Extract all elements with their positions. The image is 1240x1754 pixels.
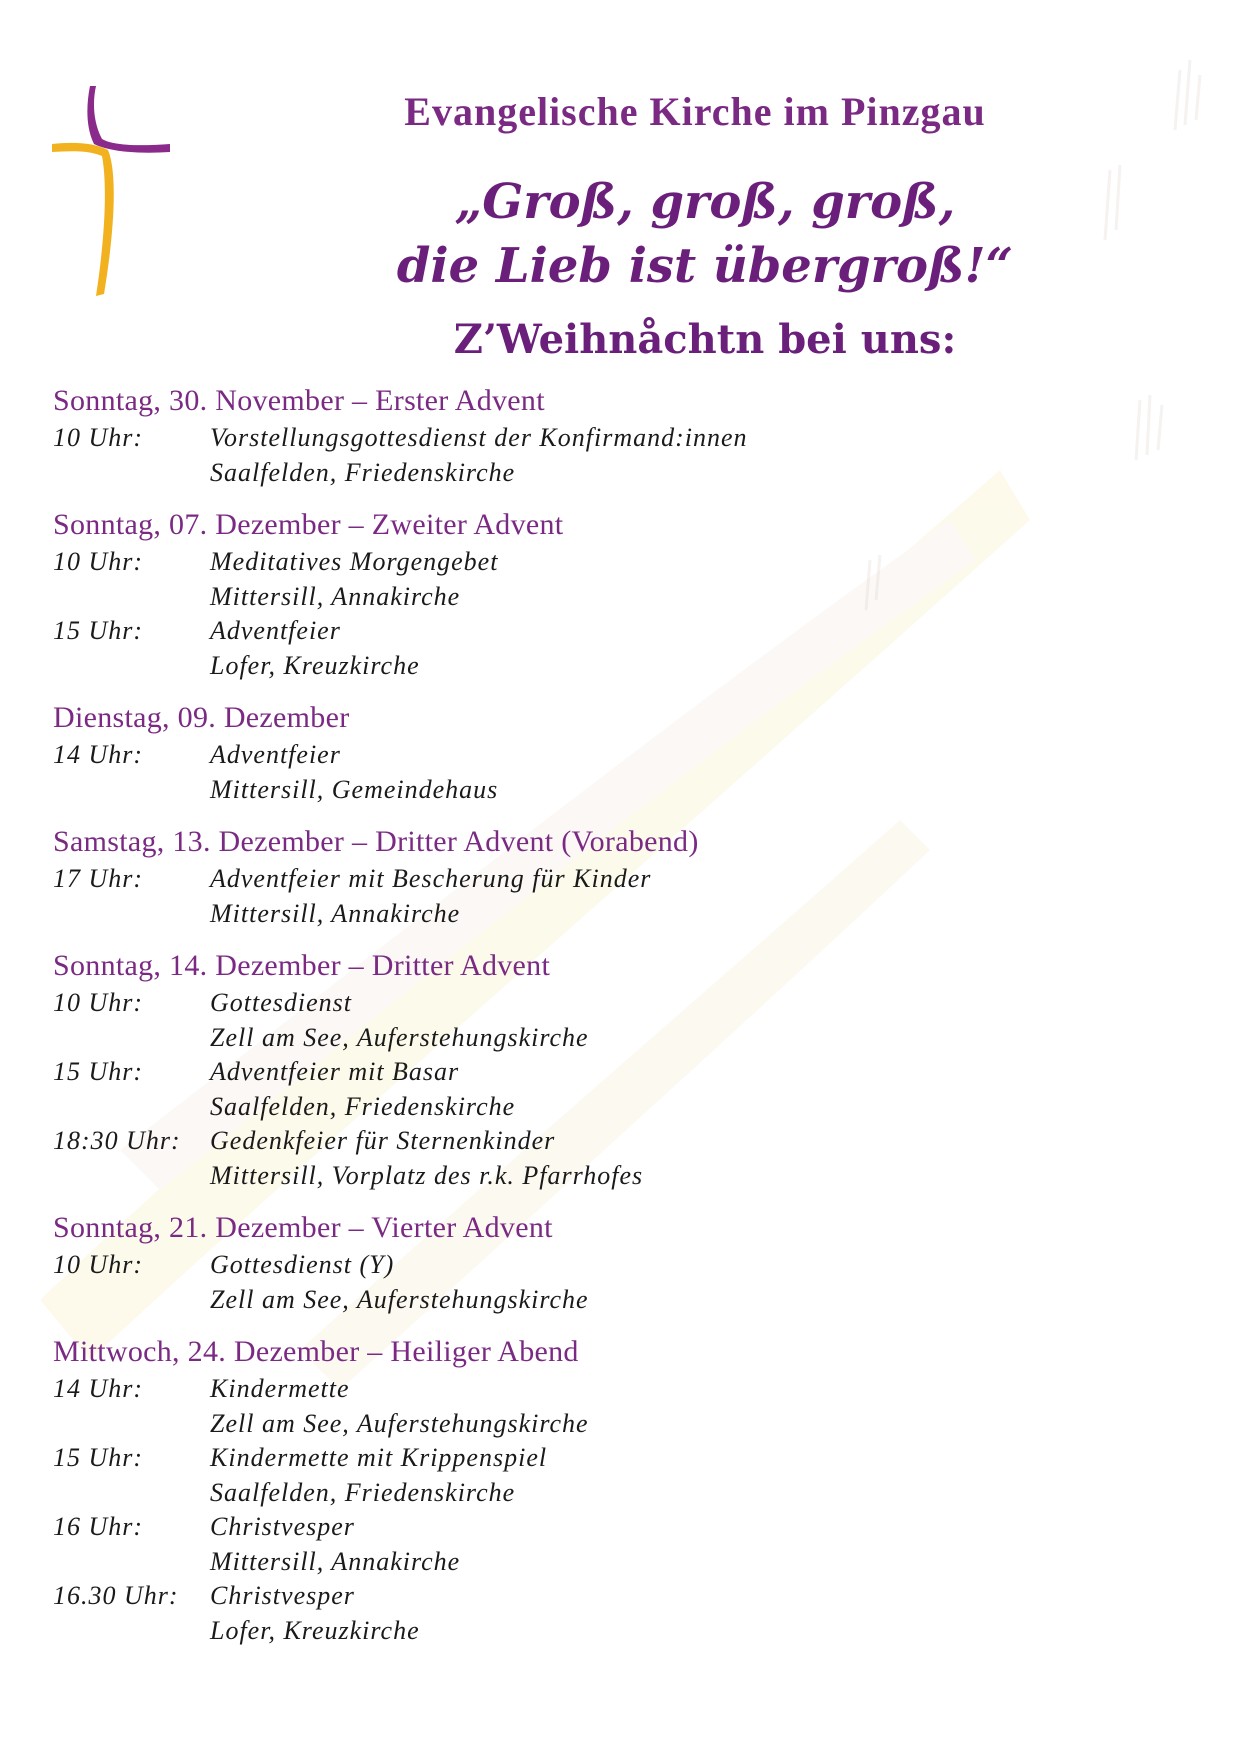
event-location: Saalfelden, Friedenskirche xyxy=(210,1477,516,1507)
event-details xyxy=(210,421,1173,490)
event-row xyxy=(53,614,1173,683)
day-heading: Dienstag, 09. Dezember xyxy=(53,701,350,734)
event-details xyxy=(210,614,1173,683)
event-location: Zell am See, Auferstehungskirche xyxy=(210,1284,589,1314)
event-details xyxy=(210,1055,1173,1124)
event-time: 18:30 Uhr: xyxy=(53,1126,181,1155)
event-time: 15 Uhr: xyxy=(53,616,144,645)
day-heading: Samstag, 13. Dezember – Dritter Advent (Vorabend) xyxy=(53,825,699,858)
service-schedule xyxy=(53,382,1173,1664)
event-location: Mittersill, Annakirche xyxy=(210,581,461,611)
event-location: Mittersill, Vorplatz des r.k. Pfarrhofes xyxy=(210,1160,644,1190)
event-title: Adventfeier mit Basar xyxy=(210,1057,460,1086)
event-row xyxy=(53,862,1173,931)
event-row xyxy=(53,1579,1173,1648)
event-location: Zell am See, Auferstehungskirche xyxy=(210,1022,589,1052)
event-title: Kindermette mit Krippenspiel xyxy=(210,1443,548,1472)
event-location: Mittersill, Annakirche xyxy=(210,898,461,928)
event-details xyxy=(210,862,1173,931)
schedule-day xyxy=(53,1209,1173,1317)
event-location: Zell am See, Auferstehungskirche xyxy=(210,1408,589,1438)
event-row xyxy=(53,1248,1173,1317)
event-title: Kindermette xyxy=(210,1374,350,1403)
organization-title: Evangelische Kirche im Pinzgau xyxy=(404,89,986,134)
event-time: 15 Uhr: xyxy=(53,1057,144,1086)
event-title: Adventfeier xyxy=(210,740,341,769)
event-title: Gedenkfeier für Sternenkinder xyxy=(210,1126,556,1155)
schedule-day xyxy=(53,382,1173,490)
event-row xyxy=(53,1441,1173,1510)
event-details xyxy=(210,1441,1173,1510)
event-details xyxy=(210,1124,1173,1193)
christmas-subheading: Z’Weihnåchtn bei uns: xyxy=(453,316,957,363)
event-title: Gottesdienst xyxy=(210,988,352,1017)
event-time: 14 Uhr: xyxy=(53,1374,144,1403)
event-title: Adventfeier xyxy=(210,616,341,645)
schedule-day xyxy=(53,823,1173,931)
event-row xyxy=(53,1124,1173,1193)
event-details xyxy=(210,986,1173,1055)
event-details xyxy=(210,1510,1173,1579)
day-heading: Sonntag, 21. Dezember – Vierter Advent xyxy=(53,1211,553,1244)
schedule-day xyxy=(53,1333,1173,1648)
event-details xyxy=(210,1579,1173,1648)
event-time: 17 Uhr: xyxy=(53,864,144,893)
event-title: Meditatives Morgengebet xyxy=(210,547,499,576)
event-location: Mittersill, Annakirche xyxy=(210,1546,461,1576)
event-title: Adventfeier mit Bescherung für Kinder xyxy=(210,864,652,893)
event-time: 14 Uhr: xyxy=(53,740,144,769)
event-time: 15 Uhr: xyxy=(53,1443,144,1472)
schedule-day xyxy=(53,699,1173,807)
event-title: Christvesper xyxy=(210,1512,355,1541)
event-location: Saalfelden, Friedenskirche xyxy=(210,1091,516,1121)
event-details xyxy=(210,738,1173,807)
event-location: Saalfelden, Friedenskirche xyxy=(210,457,516,487)
event-details xyxy=(210,1372,1173,1441)
event-time: 10 Uhr: xyxy=(53,423,144,452)
event-row xyxy=(53,1055,1173,1124)
event-time: 10 Uhr: xyxy=(53,988,144,1017)
motto-line-1: „Groß, groß, groß, xyxy=(454,174,956,230)
day-heading: Mittwoch, 24. Dezember – Heiliger Abend xyxy=(53,1335,579,1368)
day-heading: Sonntag, 14. Dezember – Dritter Advent xyxy=(53,949,551,982)
event-details xyxy=(210,545,1173,614)
event-row xyxy=(53,421,1173,490)
event-row xyxy=(53,1510,1173,1579)
event-location: Lofer, Kreuzkirche xyxy=(210,1615,420,1645)
event-row xyxy=(53,1372,1173,1441)
event-row xyxy=(53,545,1173,614)
event-row xyxy=(53,738,1173,807)
event-title: Gottesdienst (Y) xyxy=(210,1250,395,1279)
motto-line-2: die Lieb ist übergroß!“ xyxy=(396,238,1014,294)
event-row xyxy=(53,986,1173,1055)
event-location: Mittersill, Gemeindehaus xyxy=(210,774,499,804)
event-time: 10 Uhr: xyxy=(53,547,144,576)
event-location: Lofer, Kreuzkirche xyxy=(210,650,420,680)
event-time: 10 Uhr: xyxy=(53,1250,144,1279)
schedule-day xyxy=(53,947,1173,1193)
day-heading: Sonntag, 30. November – Erster Advent xyxy=(53,384,545,417)
schedule-day xyxy=(53,506,1173,683)
event-title: Christvesper xyxy=(210,1581,355,1610)
event-title: Vorstellungsgottesdienst der Konfirmand:innen xyxy=(210,423,748,452)
motto-heading xyxy=(170,170,1240,298)
event-time: 16.30 Uhr: xyxy=(53,1581,179,1610)
day-heading: Sonntag, 07. Dezember – Zweiter Advent xyxy=(53,508,564,541)
event-details xyxy=(210,1248,1173,1317)
event-time: 16 Uhr: xyxy=(53,1512,144,1541)
